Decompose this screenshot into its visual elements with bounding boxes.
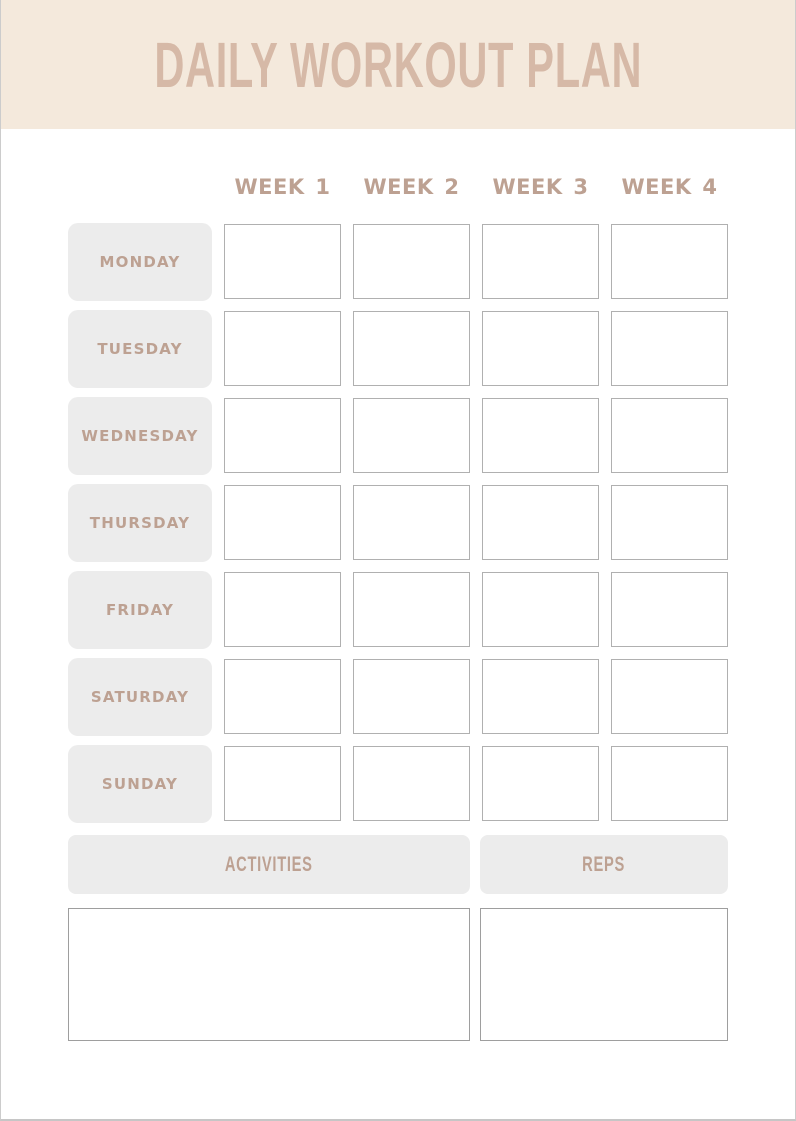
page-title: DAILY WORKOUT PLAN	[154, 28, 642, 101]
day-label-saturday: SATURDAY	[68, 658, 212, 736]
day-label-sunday: SUNDAY	[68, 745, 212, 823]
cell-wednesday-week2[interactable]	[353, 398, 470, 473]
schedule-grid	[68, 223, 728, 823]
day-label-tuesday: TUESDAY	[68, 310, 212, 388]
cell-friday-week3[interactable]	[482, 572, 599, 647]
log-boxes-row	[68, 908, 728, 1041]
activities-header	[68, 835, 470, 894]
cell-tuesday-week3[interactable]	[482, 311, 599, 386]
cell-wednesday-week4[interactable]	[611, 398, 728, 473]
cell-monday-week3[interactable]	[482, 224, 599, 299]
cell-saturday-week1[interactable]	[224, 659, 341, 734]
cell-tuesday-week4[interactable]	[611, 311, 728, 386]
cell-friday-week2[interactable]	[353, 572, 470, 647]
cell-sunday-week4[interactable]	[611, 746, 728, 821]
week-3-header: WEEK 3	[492, 175, 589, 199]
cell-monday-week2[interactable]	[353, 224, 470, 299]
cell-saturday-week2[interactable]	[353, 659, 470, 734]
reps-header-label: REPS	[582, 852, 626, 876]
week-1-header: WEEK 1	[234, 175, 331, 199]
cell-tuesday-week2[interactable]	[353, 311, 470, 386]
day-label-monday: MONDAY	[68, 223, 212, 301]
cell-monday-week4[interactable]	[611, 224, 728, 299]
cell-wednesday-week1[interactable]	[224, 398, 341, 473]
cell-friday-week4[interactable]	[611, 572, 728, 647]
week-header-row	[68, 173, 728, 201]
cell-thursday-week4[interactable]	[611, 485, 728, 560]
cell-sunday-week3[interactable]	[482, 746, 599, 821]
cell-saturday-week3[interactable]	[482, 659, 599, 734]
day-label-wednesday: WEDNESDAY	[68, 397, 212, 475]
cell-thursday-week1[interactable]	[224, 485, 341, 560]
day-label-thursday: THURSDAY	[68, 484, 212, 562]
activities-input-box[interactable]	[68, 908, 470, 1041]
cell-monday-week1[interactable]	[224, 224, 341, 299]
reps-input-box[interactable]	[480, 908, 728, 1041]
cell-wednesday-week3[interactable]	[482, 398, 599, 473]
cell-saturday-week4[interactable]	[611, 659, 728, 734]
cell-sunday-week2[interactable]	[353, 746, 470, 821]
cell-thursday-week2[interactable]	[353, 485, 470, 560]
week-4-header: WEEK 4	[621, 175, 718, 199]
week-2-header: WEEK 2	[363, 175, 460, 199]
reps-header	[480, 835, 728, 894]
cell-friday-week1[interactable]	[224, 572, 341, 647]
day-label-friday: FRIDAY	[68, 571, 212, 649]
planner-body	[1, 173, 795, 1041]
header-banner	[1, 0, 795, 129]
cell-tuesday-week1[interactable]	[224, 311, 341, 386]
cell-sunday-week1[interactable]	[224, 746, 341, 821]
log-header-row	[68, 835, 728, 894]
activities-header-label: ACTIVITIES	[225, 852, 313, 876]
cell-thursday-week3[interactable]	[482, 485, 599, 560]
